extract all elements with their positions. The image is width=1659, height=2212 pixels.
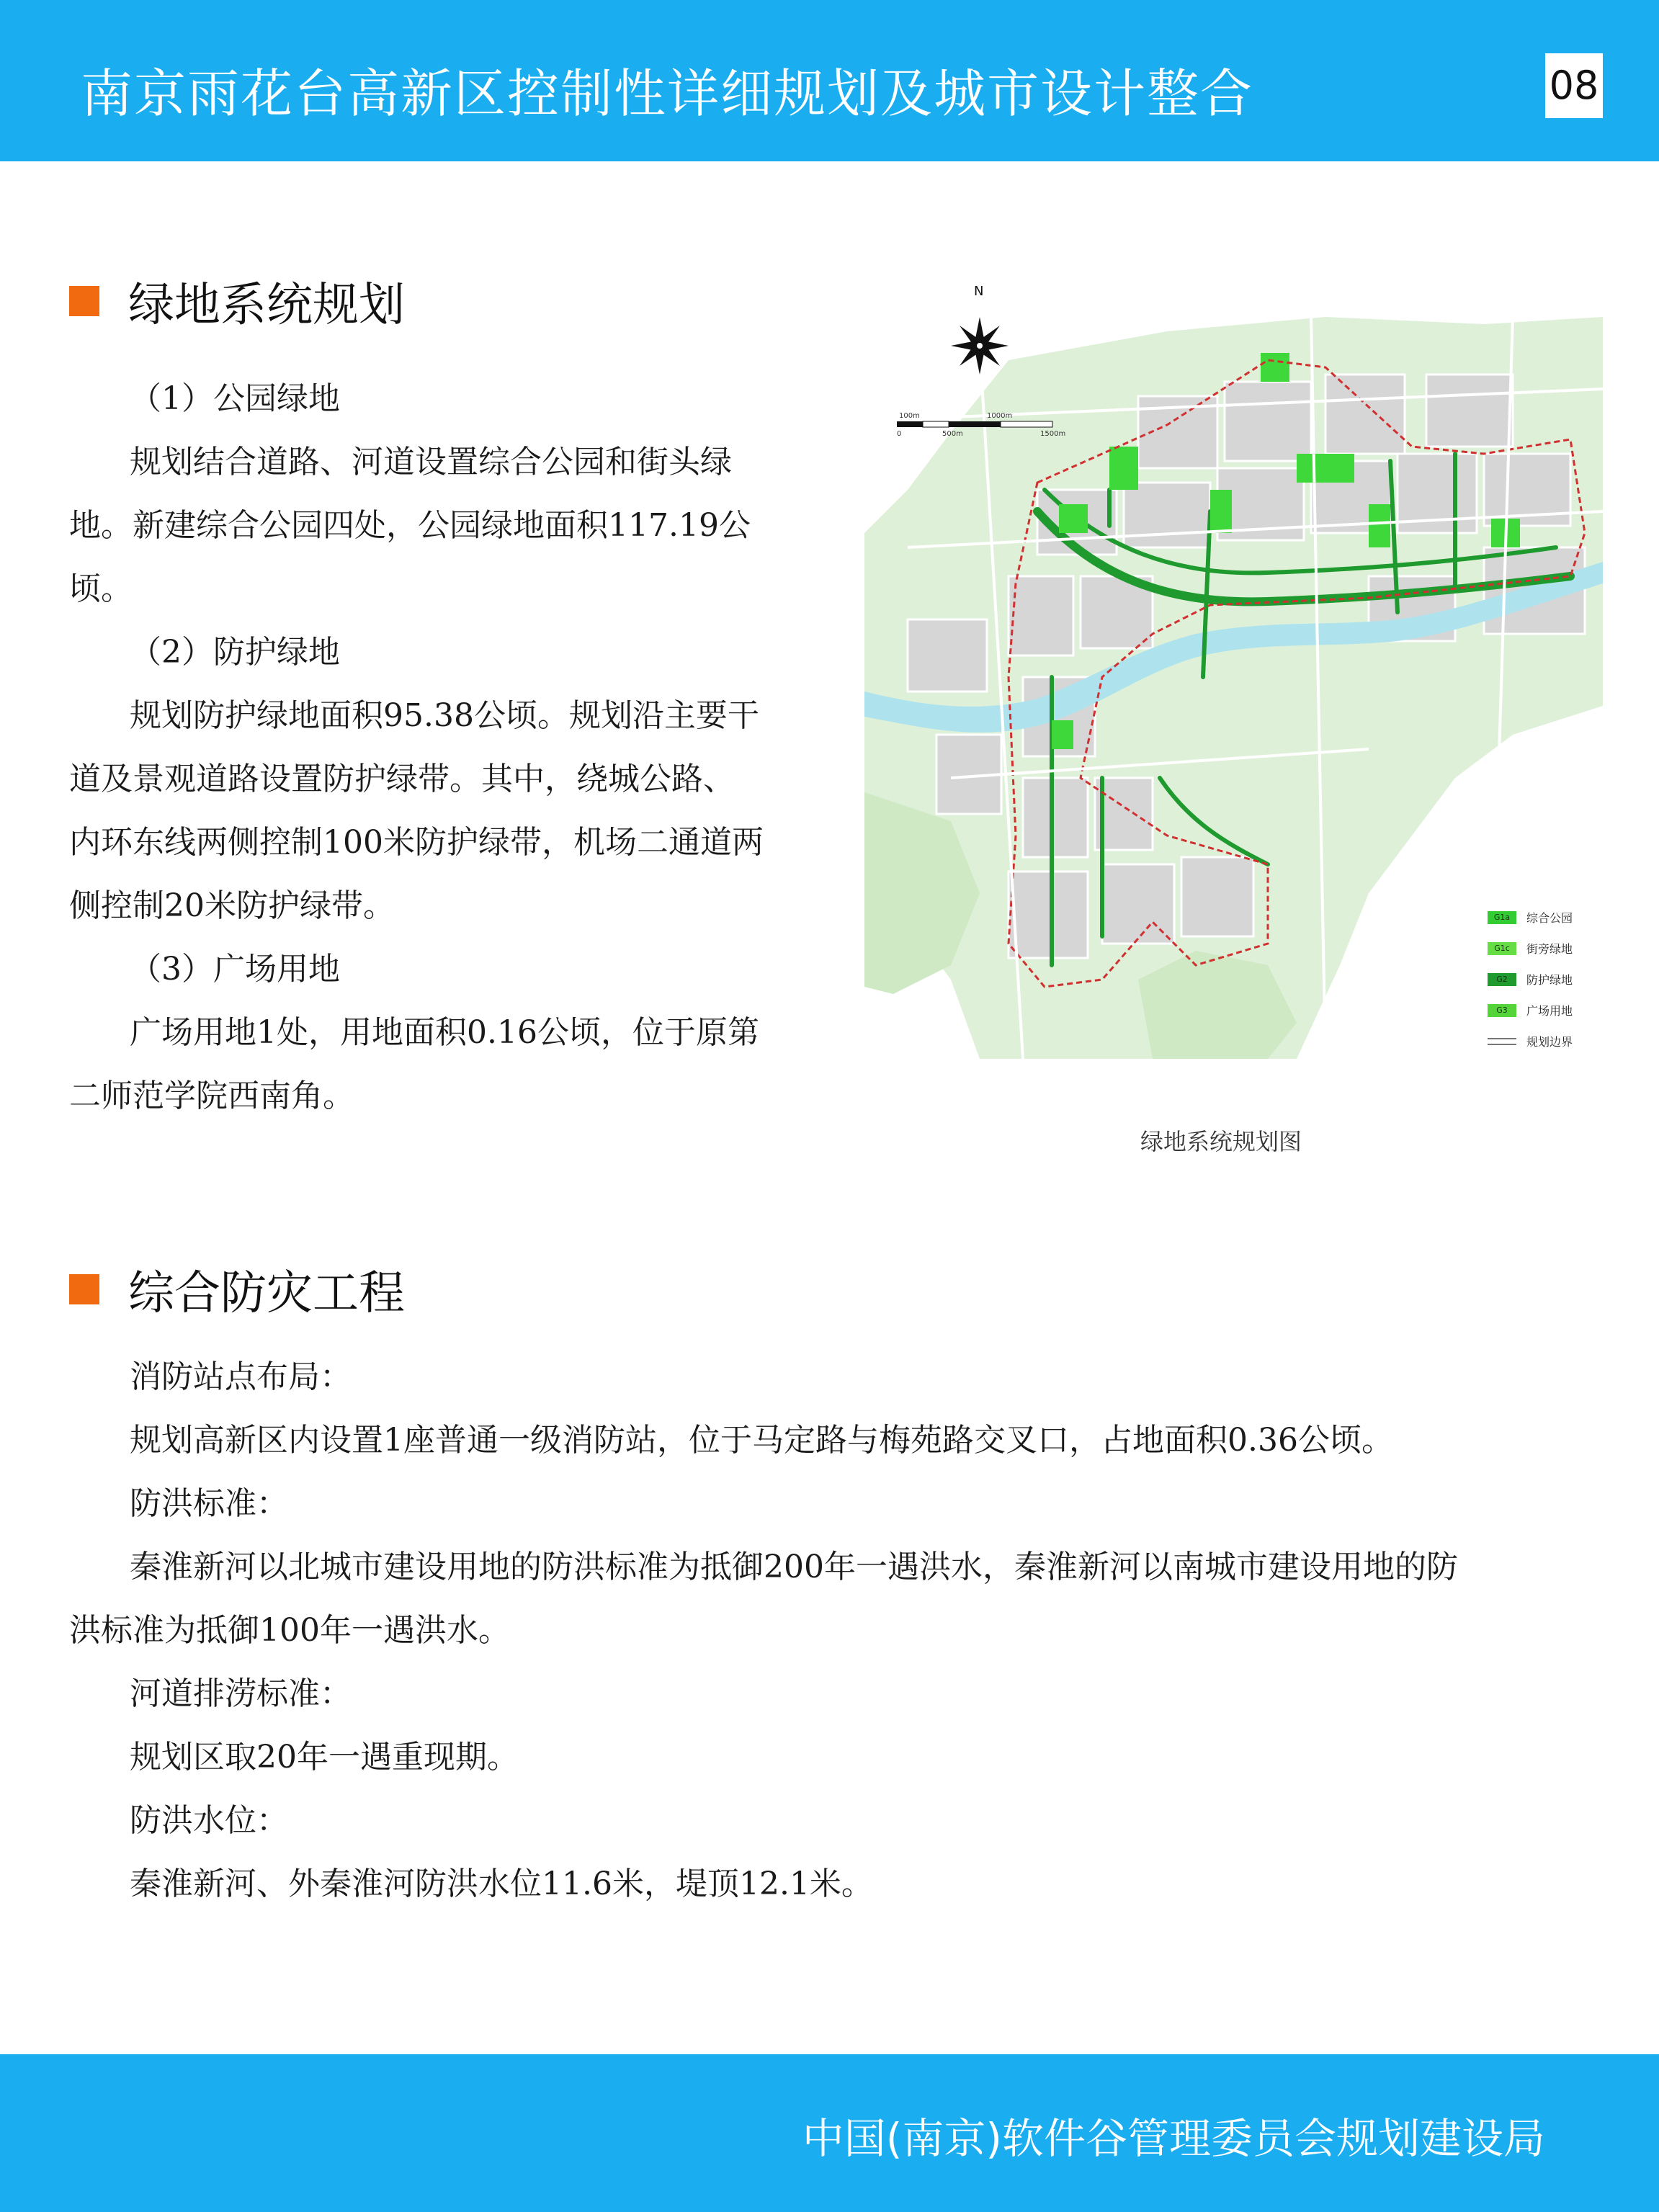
paragraph-line: 秦淮新河、外秦淮河防洪水位11.6米，堤顶12.1米。 bbox=[130, 1866, 873, 1902]
page-footer bbox=[0, 2054, 1659, 2212]
legend-swatch: G2 bbox=[1488, 973, 1516, 986]
heading-bullet-icon bbox=[69, 1274, 99, 1304]
legend-item bbox=[1488, 964, 1610, 995]
paragraph-line: 消防站点布局： bbox=[130, 1358, 352, 1395]
paragraph-line: 侧控制20米防护绿带。 bbox=[69, 887, 395, 924]
paragraph-line: （2）防护绿地 bbox=[130, 634, 340, 671]
page-header bbox=[0, 0, 1659, 161]
legend-label: 规划边界 bbox=[1526, 1035, 1573, 1049]
paragraph-line: （3）广场用地 bbox=[130, 951, 340, 988]
svg-text:0: 0 bbox=[897, 430, 902, 438]
svg-text:100m: 100m bbox=[899, 412, 920, 420]
paragraph-line: （1）公园绿地 bbox=[130, 380, 340, 417]
legend-label: 综合公园 bbox=[1526, 911, 1573, 925]
section-heading-green-space bbox=[69, 272, 405, 330]
page-number: 08 bbox=[1545, 53, 1603, 118]
section-title: 绿地系统规划 bbox=[128, 279, 405, 332]
paragraph-line: 防洪水位： bbox=[130, 1802, 288, 1839]
svg-text:500m: 500m bbox=[942, 430, 963, 438]
legend-label: 广场用地 bbox=[1526, 1004, 1573, 1018]
paragraph-line: 规划结合道路、河道设置综合公园和街头绿 bbox=[130, 444, 732, 480]
document-title: 南京雨花台高新区控制性详细规划及城市设计整合 bbox=[81, 63, 1254, 124]
map-caption: 绿地系统规划图 bbox=[1140, 1128, 1302, 1155]
footer-organization: 中国(南京)软件谷管理委员会规划建设局 bbox=[802, 2114, 1545, 2163]
paragraph-line: 防洪标准： bbox=[130, 1485, 288, 1522]
north-arrow-icon bbox=[951, 317, 1009, 375]
legend-item bbox=[1488, 933, 1610, 964]
legend-item bbox=[1488, 902, 1610, 933]
boundary-line-icon bbox=[1488, 1038, 1516, 1045]
legend-swatch: G3 bbox=[1488, 1004, 1516, 1017]
legend-item bbox=[1488, 1026, 1610, 1057]
legend-swatch: G1a bbox=[1488, 911, 1516, 924]
legend-swatch: G1c bbox=[1488, 942, 1516, 955]
legend-item bbox=[1488, 995, 1610, 1026]
paragraph-line: 广场用地1处，用地面积0.16公顷，位于原第 bbox=[130, 1014, 759, 1051]
paragraph-line: 顷。 bbox=[69, 570, 133, 607]
legend-label: 防护绿地 bbox=[1526, 973, 1573, 987]
paragraph-line: 规划高新区内设置1座普通一级消防站，位于马定路与梅苑路交叉口，占地面积0.36公顷。 bbox=[130, 1422, 1393, 1459]
section-heading-disaster-prevention bbox=[69, 1261, 405, 1318]
paragraph-line: 规划防护绿地面积95.38公顷。规划沿主要干 bbox=[130, 697, 759, 734]
paragraph-line: 内环东线两侧控制100米防护绿带，机场二通道两 bbox=[69, 824, 764, 861]
north-label: N bbox=[974, 284, 984, 299]
svg-text:1000m: 1000m bbox=[987, 412, 1013, 420]
heading-bullet-icon bbox=[69, 286, 99, 316]
paragraph-line: 二师范学院西南角。 bbox=[69, 1078, 354, 1114]
paragraph-line: 规划区取20年一遇重现期。 bbox=[130, 1739, 519, 1776]
scale-bar-icon bbox=[897, 421, 1052, 427]
section-title: 综合防灾工程 bbox=[128, 1267, 405, 1320]
map-legend bbox=[1488, 902, 1610, 1057]
paragraph-line: 洪标准为抵御100年一遇洪水。 bbox=[69, 1612, 510, 1649]
paragraph-line: 地。新建综合公园四处，公园绿地面积117.19公 bbox=[69, 507, 751, 544]
legend-label: 街旁绿地 bbox=[1526, 942, 1573, 956]
paragraph-line: 道及景观道路设置防护绿带。其中，绕城公路、 bbox=[69, 761, 735, 797]
svg-text:1500m: 1500m bbox=[1040, 430, 1066, 438]
paragraph-line: 河道排涝标准： bbox=[130, 1675, 352, 1712]
paragraph-line: 秦淮新河以北城市建设用地的防洪标准为抵御200年一遇洪水，秦淮新河以南城市建设用地的防 bbox=[130, 1549, 1458, 1585]
